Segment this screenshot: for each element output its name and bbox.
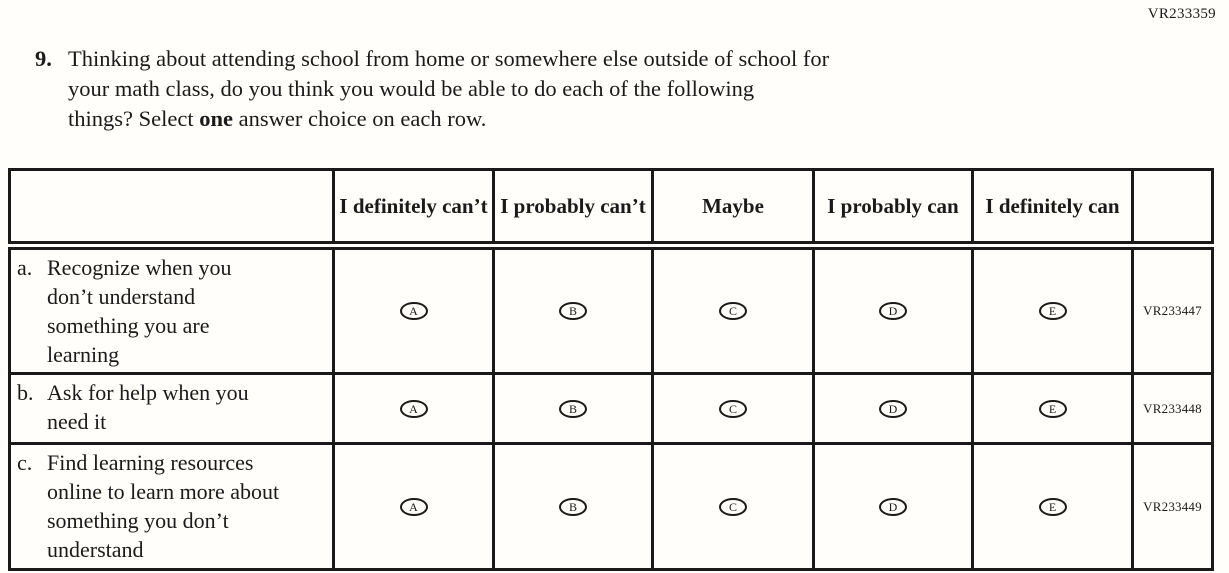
row-a-code: VR233447 bbox=[1133, 246, 1213, 374]
row-a-option-cell-c bbox=[653, 246, 814, 374]
header-probably-can: I probably can bbox=[814, 170, 973, 246]
row-b-label: Ask for help when you need it bbox=[47, 380, 249, 434]
option-bubble-d[interactable]: D bbox=[879, 498, 907, 516]
question-number: 9. bbox=[35, 46, 52, 71]
row-c-option-cell-e bbox=[973, 444, 1133, 570]
row-a-label-cell bbox=[10, 246, 334, 374]
row-c-option-cell-b bbox=[494, 444, 653, 570]
option-bubble-a[interactable]: A bbox=[400, 302, 428, 320]
table-row-b bbox=[10, 374, 1213, 444]
header-probably-cant: I probably can’t bbox=[494, 170, 653, 246]
row-a-option-cell-e bbox=[973, 246, 1133, 374]
row-a-label: Recognize when you don’t understand something you are learning bbox=[47, 255, 232, 367]
header-maybe: Maybe bbox=[653, 170, 814, 246]
form-code: VR233359 bbox=[1147, 6, 1216, 22]
response-grid bbox=[8, 168, 1214, 571]
option-bubble-d[interactable]: D bbox=[879, 302, 907, 320]
question-line-3 bbox=[68, 104, 829, 134]
row-c-option-cell-c bbox=[653, 444, 814, 570]
row-c-label-cell bbox=[10, 444, 334, 570]
row-a-option-cell-a bbox=[334, 246, 494, 374]
row-c-option-cell-a bbox=[334, 444, 494, 570]
header-row bbox=[10, 170, 1213, 246]
row-b-option-cell-a bbox=[334, 374, 494, 444]
question-text bbox=[68, 44, 829, 134]
row-b-code: VR233448 bbox=[1133, 374, 1213, 444]
question-line-1: Thinking about attending school from home or somewhere else outside of school for bbox=[68, 46, 830, 71]
row-a-letter: a. bbox=[17, 255, 33, 280]
question-line-3-post: answer choice on each row. bbox=[232, 106, 487, 131]
row-b-option-cell-c bbox=[653, 374, 814, 444]
row-c-code: VR233449 bbox=[1133, 444, 1213, 570]
option-bubble-a[interactable]: A bbox=[400, 400, 428, 418]
row-a-option-cell-b bbox=[494, 246, 653, 374]
row-c-option-cell-d bbox=[814, 444, 973, 570]
row-c-letter: c. bbox=[17, 450, 33, 475]
header-definitely-cant: I definitely can’t bbox=[334, 170, 494, 246]
option-bubble-c[interactable]: C bbox=[719, 302, 747, 320]
row-c-label: Find learning resources online to learn more about something you don’t understand bbox=[47, 450, 280, 562]
table-row-a bbox=[10, 246, 1213, 374]
header-code-cell bbox=[1133, 170, 1213, 246]
row-b-option-cell-d bbox=[814, 374, 973, 444]
header-definitely-can: I definitely can bbox=[973, 170, 1133, 246]
row-b-option-cell-e bbox=[973, 374, 1133, 444]
table-row-c bbox=[10, 444, 1213, 570]
option-bubble-a[interactable]: A bbox=[400, 498, 428, 516]
question-line-3-bold: one bbox=[199, 106, 233, 131]
option-bubble-b[interactable]: B bbox=[559, 498, 587, 516]
option-bubble-c[interactable]: C bbox=[719, 498, 747, 516]
question-line-2: your math class, do you think you would be able to do each of the following bbox=[68, 76, 755, 101]
row-b-label-cell bbox=[10, 374, 334, 444]
option-bubble-b[interactable]: B bbox=[559, 400, 587, 418]
header-stub-cell bbox=[10, 170, 334, 246]
row-a-option-cell-d bbox=[814, 246, 973, 374]
question-line-3-pre: things? Select bbox=[68, 106, 200, 131]
option-bubble-e[interactable]: E bbox=[1039, 400, 1067, 418]
row-b-letter: b. bbox=[17, 380, 34, 405]
option-bubble-e[interactable]: E bbox=[1039, 498, 1067, 516]
option-bubble-e[interactable]: E bbox=[1039, 302, 1067, 320]
option-bubble-c[interactable]: C bbox=[719, 400, 747, 418]
option-bubble-b[interactable]: B bbox=[559, 302, 587, 320]
option-bubble-d[interactable]: D bbox=[879, 400, 907, 418]
question-9 bbox=[35, 44, 829, 134]
row-b-option-cell-b bbox=[494, 374, 653, 444]
